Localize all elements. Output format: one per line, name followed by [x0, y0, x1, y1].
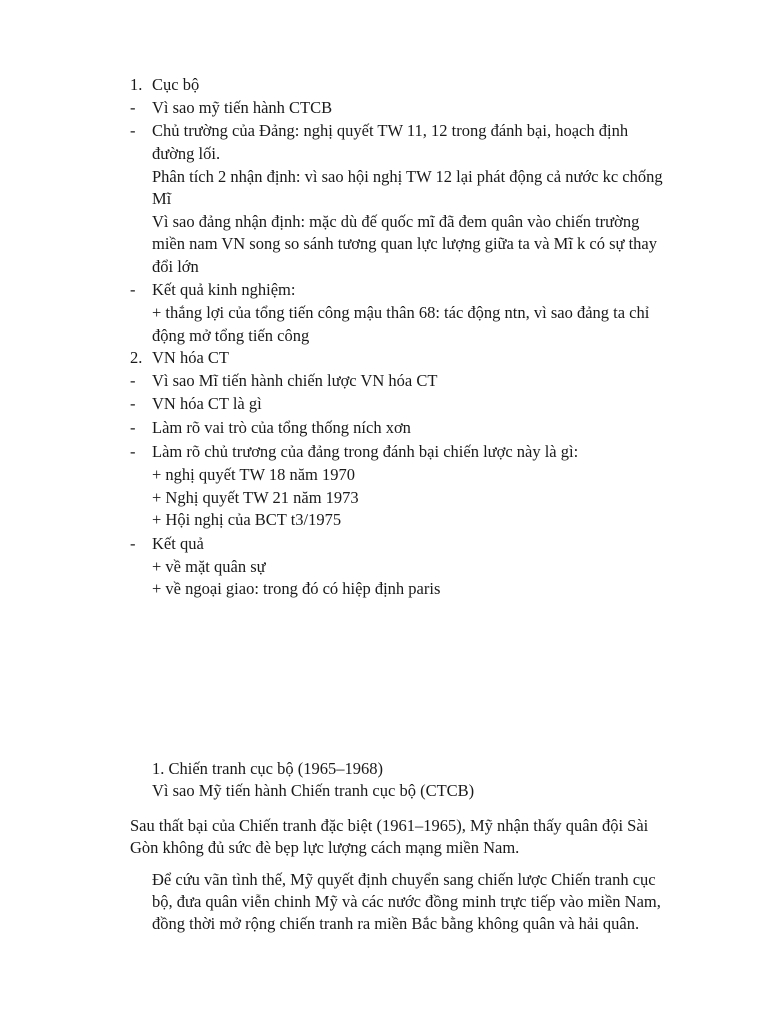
bullet-dash: -: [130, 121, 136, 140]
bullet-dash: -: [130, 418, 136, 437]
list-item-text: + về mặt quân sự: [152, 557, 266, 576]
list-item-text: Kết quả kinh nghiệm:: [152, 280, 296, 299]
bullet-dash: -: [130, 98, 136, 117]
detail-subheading: Vì sao Mỹ tiến hành Chiến tranh cục bộ (CTCB): [152, 781, 475, 800]
list-item-text: Kết quả: [152, 534, 204, 553]
list-item-text: Vì sao đảng nhận định: mặc dù đế quốc mĩ đã đem quân vào chiến trường: [152, 212, 640, 231]
list-item-text: đổi lớn: [152, 257, 199, 276]
list-item-text: đường lối.: [152, 144, 221, 163]
bullet-dash: -: [130, 394, 136, 413]
section-heading-1: Cục bộ: [152, 75, 200, 94]
list-item-text: động mở tổng tiến công: [152, 326, 310, 345]
list-item-text: + Hội nghị của BCT t3/1975: [152, 510, 342, 529]
list-item-text: Vì sao mỹ tiến hành CTCB: [152, 98, 333, 117]
paragraph-line: Gòn không đủ sức đè bẹp lực lượng cách mạng miền Nam.: [130, 838, 520, 857]
detail-heading: 1. Chiến tranh cục bộ (1965–1968): [152, 759, 383, 778]
bullet-dash: -: [130, 371, 136, 390]
list-number: 1.: [130, 75, 143, 94]
list-item-text: Làm rõ vai trò của tổng thống ních xơn: [152, 418, 411, 437]
list-item-text: + Nghị quyết TW 21 năm 1973: [152, 488, 359, 507]
paragraph-line: bộ, đưa quân viễn chinh Mỹ và các nước đồng minh trực tiếp vào miền Nam,: [152, 892, 661, 911]
list-item-text: Vì sao Mĩ tiến hành chiến lược VN hóa CT: [152, 371, 438, 390]
paragraph-line: Sau thất bại của Chiến tranh đặc biệt (1961–1965), Mỹ nhận thấy quân đội Sài: [130, 816, 649, 835]
paragraph-line: đồng thời mở rộng chiến tranh ra miền Bắc bằng không quân và hải quân.: [152, 914, 640, 933]
list-item-text: + nghị quyết TW 18 năm 1970: [152, 465, 356, 484]
list-item-text: Làm rõ chủ trương của đảng trong đánh bại chiến lược này là gì:: [152, 442, 579, 461]
list-item-text: + thắng lợi của tổng tiến công mậu thân 68: tác động ntn, vì sao đảng ta chỉ: [152, 303, 650, 322]
bullet-dash: -: [130, 442, 136, 461]
list-item-text: Chủ trường của Đảng: nghị quyết TW 11, 12 trong đánh bại, hoạch định: [152, 121, 629, 140]
paragraph-line: Để cứu vãn tình thế, Mỹ quyết định chuyển sang chiến lược Chiến tranh cục: [152, 870, 656, 889]
bullet-dash: -: [130, 534, 136, 553]
section-heading-2: VN hóa CT: [152, 348, 229, 367]
list-item-text: Phân tích 2 nhận định: vì sao hội nghị TW 12 lại phát động cả nước kc chống: [152, 167, 663, 186]
list-item-text: + về ngoại giao: trong đó có hiệp định paris: [152, 579, 441, 598]
list-item-text: Mĩ: [152, 189, 172, 208]
list-item-text: VN hóa CT là gì: [152, 394, 262, 413]
list-number: 2.: [130, 348, 143, 367]
bullet-dash: -: [130, 280, 136, 299]
list-item-text: miền nam VN song so sánh tương quan lực lượng giữa ta và Mĩ k có sự thay: [152, 234, 658, 253]
